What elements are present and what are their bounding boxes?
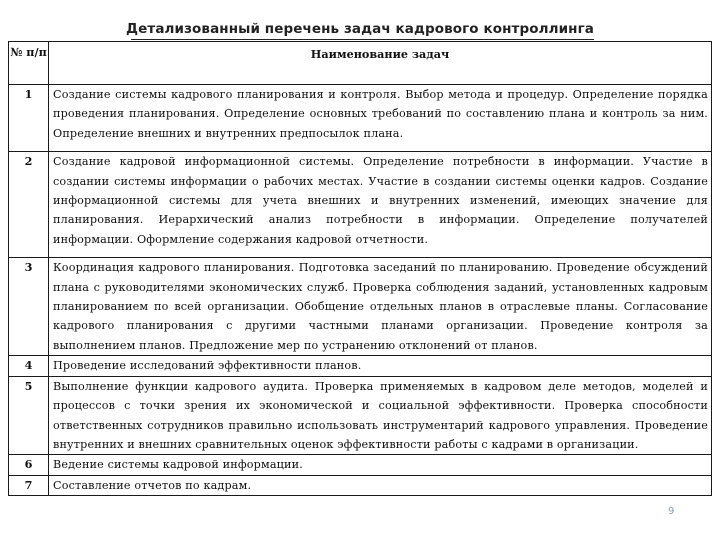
table-row — [9, 475, 712, 495]
row-task-text: Создание системы кадрового планирования и контроля. Выбор метода и процедур. Определение порядка проведения планирования. Определение основных требований по составлению плана и контроль за ним. Определение внешних и внутренних предпосылок плана. — [49, 85, 712, 152]
row-number: 6 — [9, 455, 49, 475]
table-row — [9, 152, 712, 258]
row-number: 3 — [9, 258, 49, 356]
table-row — [9, 356, 712, 376]
row-task-text: Координация кадрового планирования. Подготовка заседаний по планированию. Проведение обсуждений плана с руководителями экономических служб. Проверка соблюдения заданий, установленных кадровым планированием по всей организации. Обобщение отдельных планов в отраслевые планы. Согласование кадрового планирования с другими частными планами организации. Проведение контроля за выполнением планов. Предложение мер по устранению отклонений от планов. — [49, 258, 712, 356]
header-task-name-column: Наименование задач — [49, 42, 712, 85]
row-task-text: Выполнение функции кадрового аудита. Проверка применяемых в кадровом деле методов, моделей и процессов с точки зрения их экономической и социальной эффективности. Проверка способности ответственных сотрудников правильно использовать инструментарий кадрового управления. Проведение внутренних и внешних сравнительных оценок эффективности работы с кадрами в организации. — [49, 376, 712, 455]
row-number: 7 — [9, 475, 49, 495]
row-task-text: Проведение исследований эффективности планов. — [49, 356, 712, 376]
row-number: 5 — [9, 376, 49, 455]
page-number: 9 — [668, 506, 675, 517]
table-row — [9, 455, 712, 475]
header-number-column: № п/п — [9, 42, 49, 85]
row-number: 4 — [9, 356, 49, 376]
table-header-row — [9, 42, 712, 85]
table-row — [9, 258, 712, 356]
row-number: 2 — [9, 152, 49, 258]
row-number: 1 — [9, 85, 49, 152]
tasks-table — [8, 41, 712, 496]
page-title: Детализованный перечень задач кадрового контроллинга — [126, 21, 594, 37]
row-task-text: Ведение системы кадровой информации. — [49, 455, 712, 475]
table-row — [9, 85, 712, 152]
title-underline — [131, 39, 594, 40]
row-task-text: Составление отчетов по кадрам. — [49, 475, 712, 495]
table-row — [9, 376, 712, 455]
row-task-text: Создание кадровой информационной системы. Определение потребности в информации. Участие в создании системы информации о рабочих местах. Участие в создании системы оценки кадров. Создание информационной системы для учета внешних и внутренних изменений, имеющих значение для планирования. Иерархический анализ потребности в информации. Определение получателей информации. Оформление содержания кадровой отчетности. — [49, 152, 712, 258]
